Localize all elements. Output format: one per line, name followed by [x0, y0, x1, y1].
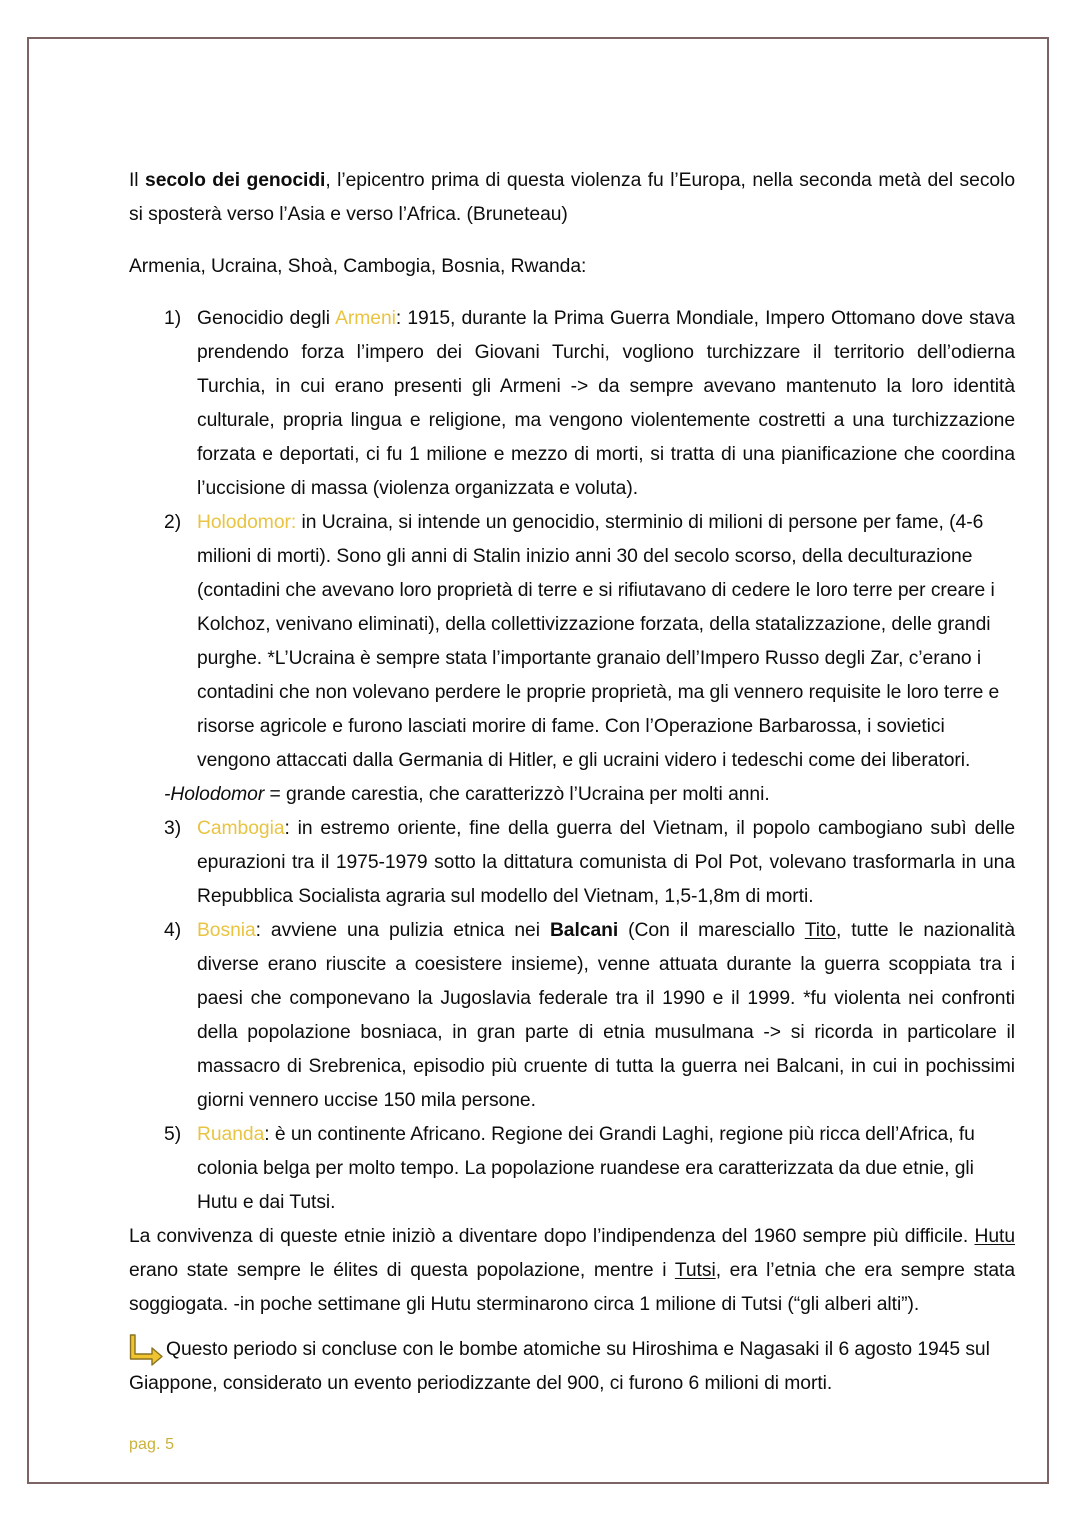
holodomor-note-rest: = grande carestia, che caratterizzò l’Ucraina per molti anni. [264, 784, 770, 805]
item3-body: : in estremo oriente, fine della guerra del Vietnam, il popolo cambogiano subì delle epurazioni tra il 1975-1979 sotto la dittatura comunista di Pol Pot, volevano trasformarla in una Repubblica Socialista agraria sul modello del Vietnam, 1,5-1,8m di morti. [197, 818, 1015, 907]
item4-body-p1: : avviene una pulizia etnica nei [255, 920, 550, 941]
item3-keyword: Cambogia [197, 818, 285, 839]
conclusion-paragraph [129, 1332, 1015, 1401]
document-body [129, 164, 1015, 1401]
item2-body: in Ucraina, si intende un genocidio, sterminio di milioni di persone per fame, (4-6 milioni di morti). Sono gli anni di Stalin inizio anni 30 del secolo scorso, della deculturazione (contadini che avevano loro proprietà di terre e si rifiutavano di cedere le loro terre per creare i Kolchoz, venivano eliminati), della collettivizzazione forzata, della statalizzazione, delle grandi purghe. *L’Ucraina è sempre stata l’importante granaio dell’Impero Russo degli Zar, c’erano i contadini che non volevano perdere le proprie proprietà, ma gli vennero requisite le loro terre e risorse agricole e furono lasciati morire di fame. Con l’Operazione Barbarossa, i sovietici vengono attaccati dalla Germania di Hitler, e gli ucraini videro i tedeschi come dei liberatori. [197, 512, 1000, 771]
item1-body: : 1915, durante la Prima Guerra Mondiale, Impero Ottomano dove stava prendendo forza l’impero dei Giovani Turchi, vogliono turchizzare il territorio dell’odierna Turchia, in cui erano presenti gli Armeni -> da sempre avevano mantenuto la loro identità culturale, propria lingua e religione, ma vengono violentemente costretti a una turchizzazione forzata e deportati, ci fu 1 milione e mezzo di morti, si tratta di una pianificazione che coordina l’uccisione di massa (violenza organizzata e voluta). [197, 308, 1015, 499]
item4-body-p2: (Con il maresciallo [618, 920, 805, 941]
genocide-list [129, 302, 1015, 778]
list-item-text [197, 812, 1015, 914]
bent-arrow-icon [129, 1332, 165, 1366]
closing-underlined-hutu: Hutu [974, 1226, 1015, 1247]
list-preamble: Armenia, Ucraina, Shoà, Cambogia, Bosnia, Rwanda: [129, 256, 587, 277]
closing-underlined-tutsi: Tutsi [674, 1260, 716, 1281]
list-item-holodomor [129, 506, 1015, 778]
list-item-ruanda [129, 1118, 1015, 1220]
item4-keyword: Bosnia [197, 920, 256, 941]
page-number-footer: pag. 5 [129, 1436, 175, 1453]
item1-prefix: Genocidio degli [197, 308, 336, 329]
list-item-text [197, 302, 1015, 506]
item4-underlined-tito: Tito [804, 920, 836, 941]
item4-bold-balcani: Balcani [549, 920, 619, 941]
item5-body: : è un continente Africano. Regione dei Grandi Laghi, regione più ricca dell’Africa, fu colonia belga per molto tempo. La popolazione ruandese era caratterizzata da due etnie, gli Hutu e dai Tutsi. [197, 1124, 975, 1213]
closing-line1: La convivenza di queste etnie iniziò a diventare dopo l’indipendenza del 1960 sempre più difficile. [129, 1226, 975, 1247]
item5-keyword: Ruanda [197, 1124, 265, 1145]
holodomor-note [129, 778, 1015, 812]
list-item-armeni [129, 302, 1015, 506]
intro-paragraph [129, 164, 1015, 232]
item2-keyword: Holodomor: [197, 512, 297, 533]
list-item-text [197, 914, 1015, 1118]
list-item-bosnia [129, 914, 1015, 1118]
paragraph-spacer [129, 1322, 1015, 1332]
closing-mid1: erano state sempre le élites di questa popolazione, mentre i [129, 1260, 675, 1281]
list-item-text [197, 506, 1015, 778]
conclusion-text: Questo periodo si concluse con le bombe atomiche su Hiroshima e Nagasaki il 6 agosto 1945 sul Giappone, considerato un evento periodizzante del 900, ci furono 6 milioni di morti. [129, 1339, 990, 1394]
item1-keyword: Armeni [335, 308, 396, 329]
intro-rest: , l’epicentro prima di questa violenza fu l’Europa, nella seconda metà del secolo si sposterà verso l’Asia e verso l’Africa. (Bruneteau) [129, 170, 1015, 225]
intro-lead: Il [129, 170, 146, 191]
closing-mid2: , era l’etnia che era sempre stata soggiogata. -in poche settimane gli Hutu sterminarono circa 1 milione di Tutsi (“gli alberi alti”). [129, 1260, 1016, 1315]
item4-body-p3: , tutte le nazionalità diverse erano riuscite a coesistere insieme), venne attuata durante la guerra scoppiata tra i paesi che componevano la Jugoslavia federale tra il 1990 e il 1999. *fu violenta nei confronti della popolazione bosniaca, in gran parte di etnia musulmana -> si ricorda in particolare il massacro di Srebrenica, episodio più cruente di tutta la guerra nei Balcani, in cui in pochissimi giorni vennero uccise 150 mila persone. [197, 920, 1015, 1111]
list-item-cambogia [129, 812, 1015, 914]
list-item-text [197, 1118, 1015, 1220]
page-frame [27, 37, 1049, 1484]
intro-bold-title: secolo dei genocidi [145, 170, 326, 191]
closing-paragraph [129, 1220, 1015, 1322]
genocide-list-continued [129, 812, 1015, 1220]
holodomor-note-term: -Holodomor [164, 784, 265, 805]
